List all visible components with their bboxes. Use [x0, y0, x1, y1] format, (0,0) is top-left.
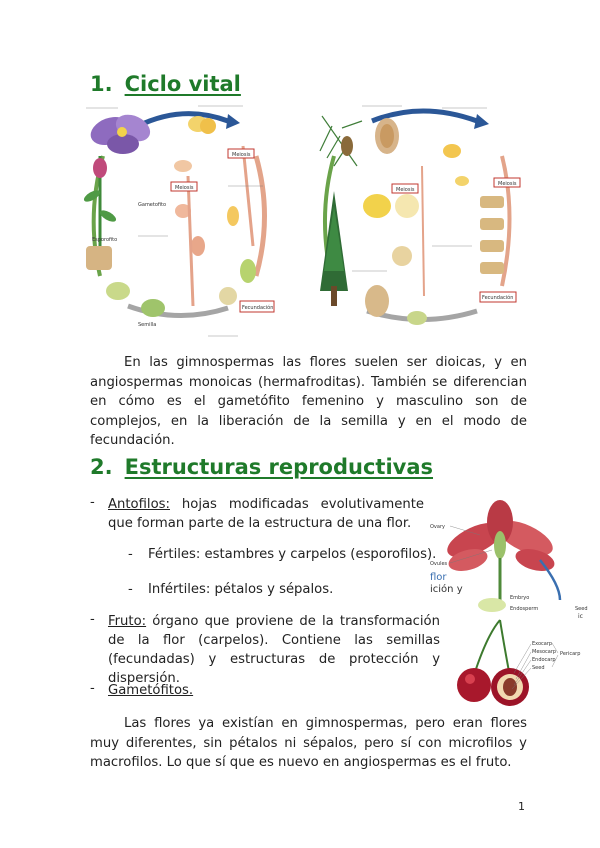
page-number: 1	[518, 800, 525, 813]
flower-label: Endosperm	[510, 606, 539, 612]
infertiles-text: Infértiles: pétalos y sépalos.	[148, 582, 334, 597]
cycle-label: Fecundación	[242, 305, 274, 311]
section-heading-2	[90, 455, 433, 479]
cycle-label: Esporofito	[92, 237, 118, 243]
bullet-dash: -	[90, 612, 95, 627]
cycle-label: Meiosis	[498, 181, 517, 187]
fertiles-text: Fértiles: estambres y carpelos (esporofilos).	[148, 547, 437, 562]
section-number: 2.	[90, 455, 113, 479]
flower-fragment: ic	[578, 613, 583, 620]
cycle-label: Fecundación	[482, 295, 514, 301]
section-heading-1	[90, 72, 241, 96]
flower-label: Seed	[575, 606, 588, 612]
term-fruto: Fruto:	[108, 614, 147, 629]
flower-fragment: flor	[430, 572, 447, 583]
flower-label: Ovules	[430, 561, 448, 567]
sub-bullet-fertiles: -	[128, 547, 133, 562]
cycle-label: Meiosis	[396, 187, 415, 193]
flower-fragment: ición y	[430, 584, 463, 595]
cycle-label: Meiosis	[175, 185, 194, 191]
angiosperm-life-cycle-figure	[78, 96, 288, 331]
sub-bullet-infertiles: -	[128, 582, 133, 597]
paragraph-fruit-novelty: Las flores ya existían en gimnospermas, pero eran flores muy diferentes, sin pétalos ni sépalos, pero sí con microfilos y macrofilos. Lo que sí que es nuevo en angiospermas es el fruto.	[90, 716, 527, 770]
cycle-label: Meiosis	[232, 152, 251, 158]
section-title: Estructuras reproductivas	[124, 455, 434, 479]
cherry-label: Exocarp	[532, 641, 553, 647]
gymnosperm-life-cycle-figure	[312, 96, 527, 331]
bullet-gametofitos: Gametófitos.	[108, 683, 194, 698]
cycle-label: Semilla	[138, 322, 157, 328]
flower-anatomy-figure	[430, 500, 600, 620]
bullet-dash: -	[90, 681, 95, 696]
cherry-label: Seed	[532, 665, 545, 671]
term-antofilos: Antofilos:	[108, 497, 170, 512]
cycle-label: Gametofito	[138, 202, 167, 208]
bullet-dash: -	[90, 495, 95, 510]
paragraph-reproduction-comparison: En las gimnospermas las flores suelen ser dioicas, y en angiospermas monoicas (hermafroditas). También se diferencian en cómo es el gametófito femenino y masculino son de complejos, en la liberación de la semilla y en el modo de fecundación.	[90, 355, 527, 448]
section-number: 1.	[90, 72, 113, 96]
cherry-label: Endocarp	[532, 657, 556, 663]
flower-label: Embryo	[510, 595, 530, 601]
section-title: Ciclo vital	[124, 72, 241, 96]
bullet-antofilos: Antofilos: hojas modificadas evolutivamente que forman parte de la estructura de una flor.	[108, 497, 424, 531]
cherry-fruit-figure	[452, 615, 582, 710]
cherry-label: Pericarp	[560, 651, 581, 657]
flower-label: Ovary	[430, 524, 445, 530]
cherry-label: Mesocarp	[532, 649, 557, 655]
bullet-fruto: Fruto: órgano que proviene de la transformación de la flor (carpelos). Contiene las semillas (fecundadas) y estructuras de protección y dispersión.	[108, 614, 440, 686]
